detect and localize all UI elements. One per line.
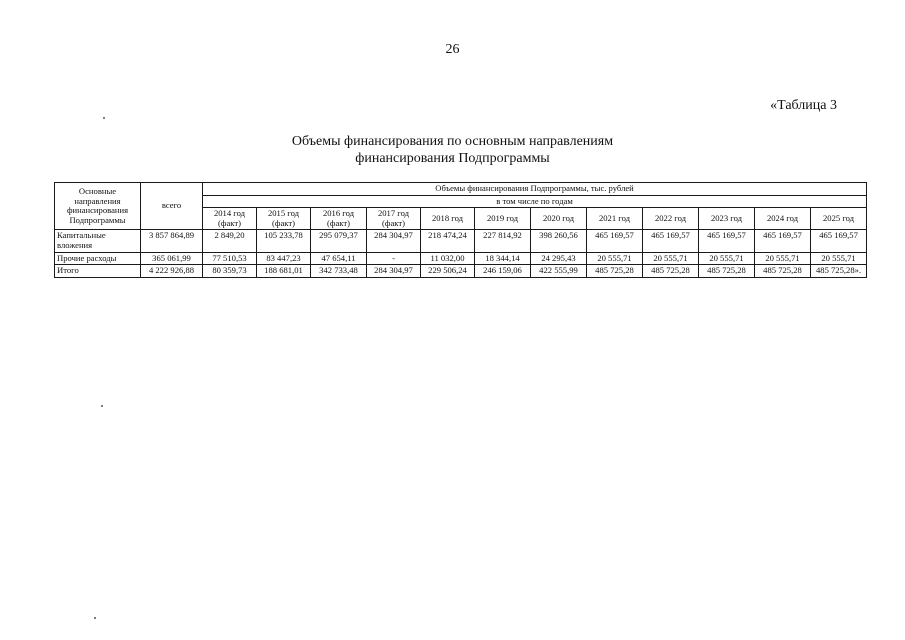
table-cell: 20 555,71 [643, 252, 699, 265]
row-total: 365 061,99 [141, 252, 203, 265]
table-cell: 83 447,23 [257, 252, 311, 265]
table-cell: 80 359,73 [203, 265, 257, 278]
header-row-1 [55, 183, 867, 196]
financing-table [54, 182, 867, 278]
header-year: 2017 год (факт) [367, 208, 421, 230]
table-row-other [55, 252, 867, 265]
table-cell: 295 079,37 [311, 230, 367, 252]
table-cell: 24 295,43 [531, 252, 587, 265]
table-cell: 284 304,97 [367, 265, 421, 278]
table-cell: 105 233,78 [257, 230, 311, 252]
table-cell: 47 654,11 [311, 252, 367, 265]
document-title [0, 133, 905, 167]
table-cell: 20 555,71 [587, 252, 643, 265]
table-cell: 485 725,28 [643, 265, 699, 278]
header-year: 2022 год [643, 208, 699, 230]
page-number: 26 [445, 42, 460, 57]
row-label: Итого [55, 265, 141, 278]
table-cell: 485 725,28 [755, 265, 811, 278]
header-year: 2019 год [475, 208, 531, 230]
scan-speck [101, 405, 103, 407]
table-cell: 20 555,71 [699, 252, 755, 265]
header-year: 2018 год [421, 208, 475, 230]
scan-speck [103, 117, 105, 119]
table-cell: 218 474,24 [421, 230, 475, 252]
header-direction: Основные направления финансирования Подпрограммы [55, 183, 141, 230]
table-cell: 485 725,28 [587, 265, 643, 278]
table-cell: 342 733,48 [311, 265, 367, 278]
table-cell: 18 344,14 [475, 252, 531, 265]
table-cell: 2 849,20 [203, 230, 257, 252]
table-cell: 11 032,00 [421, 252, 475, 265]
row-label: Прочие расходы [55, 252, 141, 265]
header-year: 2020 год [531, 208, 587, 230]
table-cell: 465 169,57 [699, 230, 755, 252]
table-cell: 485 725,28 [699, 265, 755, 278]
table-cell: 422 555,99 [531, 265, 587, 278]
table-row-capital [55, 230, 867, 252]
header-total: всего [141, 183, 203, 230]
table-row-total [55, 265, 867, 278]
row-total: 4 222 926,88 [141, 265, 203, 278]
header-year: 2014 год (факт) [203, 208, 257, 230]
header-by-years: в том числе по годам [203, 195, 867, 208]
header-year: 2021 год [587, 208, 643, 230]
table-cell: 465 169,57 [755, 230, 811, 252]
table-cell: - [367, 252, 421, 265]
table-cell: 284 304,97 [367, 230, 421, 252]
table-cell: 465 169,57 [811, 230, 867, 252]
row-label: Капитальные вложения [55, 230, 141, 252]
table-cell: 20 555,71 [755, 252, 811, 265]
title-line-2: финансирования Подпрограммы [355, 151, 550, 166]
table-cell: 485 725,28». [811, 265, 867, 278]
header-year: 2015 год (факт) [257, 208, 311, 230]
header-financing-group: Объемы финансирования Подпрограммы, тыс. рублей [203, 183, 867, 196]
scan-speck [94, 617, 96, 619]
table-cell: 227 814,92 [475, 230, 531, 252]
row-total: 3 857 864,89 [141, 230, 203, 252]
table-cell: 246 159,06 [475, 265, 531, 278]
table-cell: 20 555,71 [811, 252, 867, 265]
header-year: 2025 год [811, 208, 867, 230]
header-year: 2023 год [699, 208, 755, 230]
table-cell: 229 506,24 [421, 265, 475, 278]
table-cell: 188 681,01 [257, 265, 311, 278]
title-line-1: Объемы финансирования по основным направлениям [291, 134, 614, 149]
table-cell: 465 169,57 [643, 230, 699, 252]
table-cell: 77 510,53 [203, 252, 257, 265]
table-cell: 398 260,56 [531, 230, 587, 252]
header-year: 2024 год [755, 208, 811, 230]
table-cell: 465 169,57 [587, 230, 643, 252]
header-year: 2016 год (факт) [311, 208, 367, 230]
table-label: «Таблица 3 [770, 98, 837, 113]
